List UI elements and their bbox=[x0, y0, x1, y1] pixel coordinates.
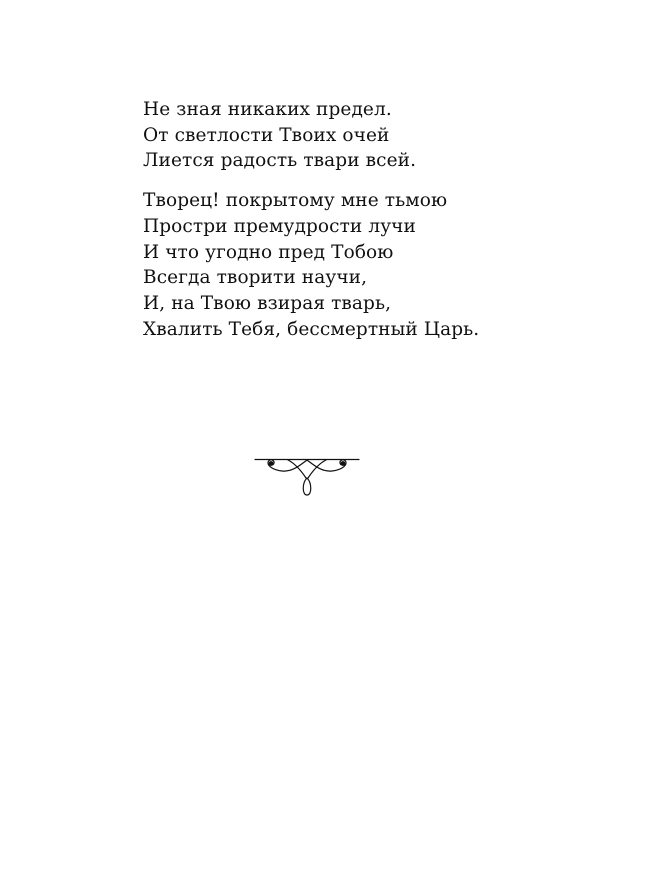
flourish-ornament-icon bbox=[254, 452, 360, 500]
poem-line: Лиется радость твари всей. bbox=[143, 150, 417, 172]
poem-line: Хвалить Тебя, бессмертный Царь. bbox=[143, 318, 480, 340]
poem-line: И, на Твою взирая тварь, bbox=[143, 292, 392, 314]
poem-line: От светлости Твоих очей bbox=[143, 124, 390, 146]
poem-line: Простри премудрости лучи bbox=[143, 215, 416, 237]
stanza-1 bbox=[143, 97, 563, 174]
poem-line: Всегда творити научи, bbox=[143, 267, 368, 289]
stanza-2 bbox=[143, 188, 563, 342]
poem-line: Творец! покрытому мне тьмою bbox=[143, 190, 448, 212]
poem-text bbox=[143, 97, 563, 342]
poem-line: И что угодно пред Тобою bbox=[143, 241, 394, 263]
poem-line: Не зная никаких предел. bbox=[143, 99, 392, 120]
